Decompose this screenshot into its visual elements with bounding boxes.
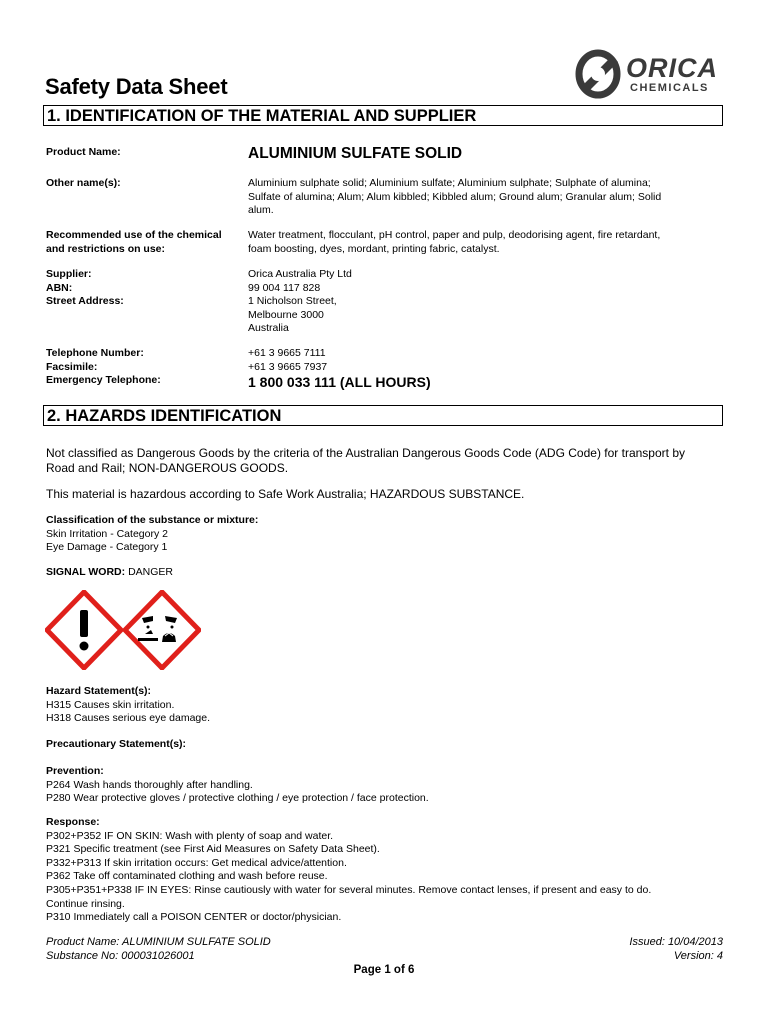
emergency-telephone-label: Emergency Telephone: bbox=[46, 374, 161, 387]
response-heading: Response: bbox=[46, 816, 100, 828]
section-1-heading: 1. IDENTIFICATION OF THE MATERIAL AND SUPPLIER bbox=[43, 105, 723, 126]
supplier-value: Orica Australia Pty Ltd bbox=[248, 268, 352, 280]
precautionary-heading: Precautionary Statement(s): bbox=[46, 738, 187, 750]
signal-word-value: DANGER bbox=[128, 566, 173, 578]
footer-substance-no: Substance No: 000031026001 bbox=[46, 949, 195, 962]
telephone-label: Telephone Number: bbox=[46, 347, 144, 359]
emergency-telephone-value: 1 800 033 111 (ALL HOURS) bbox=[248, 374, 431, 390]
hazard-statements-heading: Hazard Statement(s): bbox=[46, 685, 152, 697]
page-number: Page 1 of 6 bbox=[353, 964, 415, 976]
section-2-heading: 2. HAZARDS IDENTIFICATION bbox=[43, 405, 723, 426]
telephone-value: +61 3 9665 7111 bbox=[248, 347, 326, 359]
street-address-line: 1 Nicholson Street, bbox=[248, 295, 337, 308]
street-address-line: Australia bbox=[248, 322, 289, 335]
footer-issued: Issued: 10/04/2013 bbox=[629, 936, 723, 948]
exclamation-mark-icon bbox=[47, 592, 121, 668]
logo-brand-text: ORICA bbox=[626, 53, 718, 83]
product-name-label: Product Name: bbox=[46, 146, 121, 158]
abn-label: ABN: bbox=[46, 281, 73, 294]
logo-sub-text: CHEMICALS bbox=[630, 82, 709, 94]
facsimile-label: Facsimile: bbox=[46, 360, 98, 373]
signal-word bbox=[46, 566, 173, 580]
footer-version: Version: 4 bbox=[673, 949, 723, 962]
footer-left bbox=[46, 936, 271, 963]
facsimile-value: +61 3 9665 7937 bbox=[248, 360, 328, 373]
supplier-labels bbox=[46, 268, 124, 309]
hazard-statements: Hazard Statement(s): H315 Causes skin irritation. H318 Causes serious eye damage. bbox=[46, 685, 211, 725]
other-names-label: Other name(s): bbox=[46, 177, 121, 189]
recommended-use-value: Water treatment, flocculant, pH control, paper and pulp, deodorising agent, fire retardant, foam boosting, dyes, mordant, printing fabric, catalyst. bbox=[248, 229, 661, 255]
classification-heading: Classification of the substance or mixture: bbox=[46, 514, 259, 526]
street-address-label: Street Address: bbox=[46, 295, 124, 308]
signal-word-label: SIGNAL WORD: bbox=[46, 566, 126, 578]
footer-right bbox=[629, 936, 723, 963]
supplier-label: Supplier: bbox=[46, 268, 92, 280]
ghs-pictograms bbox=[45, 590, 201, 670]
page-title: Safety Data Sheet bbox=[45, 74, 228, 99]
other-names-value: Aluminium sulphate solid; Aluminium sulfate; Aluminium sulphate; Sulphate of alumina; Sulfate of alumina; Alum; Alum kibbled; Kibbled alum; Ground alum; Granular alum; Solid alum. bbox=[248, 177, 662, 217]
corrosion-icon bbox=[125, 592, 199, 668]
abn-value: 99 004 117 828 bbox=[248, 281, 321, 294]
recommended-use-label: Recommended use of the chemical and restrictions on use: bbox=[46, 229, 222, 255]
response-block: Response: P302+P352 IF ON SKIN: Wash with plenty of soap and water. P321 Specific treatment (see First Aid Measures on Safety Data Sheet). P332+P313 If skin irritation occurs: Get medical advice/attention. P362 Take off contaminated clothing and wash before reuse. P305+P351+P338 IF IN EYES: Rinse cautiously with water for several minutes. Remove contact lenses, if present and easy to do. Continue rinsing. P310 Immediately call a POISON CENTER or doctor/physician. bbox=[46, 816, 722, 925]
prevention-heading: Prevention: bbox=[46, 765, 104, 777]
contact-labels bbox=[46, 347, 161, 388]
street-address-line: Melbourne 3000 bbox=[248, 308, 324, 321]
contact-values bbox=[248, 347, 718, 374]
orica-logo bbox=[572, 44, 724, 100]
dangerous-goods-statement: Not classified as Dangerous Goods by the criteria of the Australian Dangerous Goods Code (ADG Code) for transport by Road and Rail; NON-DANGEROUS GOODS. bbox=[46, 446, 685, 475]
hazardous-statement: This material is hazardous according to Safe Work Australia; HAZARDOUS SUBSTANCE. bbox=[46, 487, 525, 501]
classification-block: Classification of the substance or mixture: Skin Irritation - Category 2 Eye Damage - Category 1 bbox=[46, 514, 259, 554]
product-name-value: ALUMINIUM SULFATE SOLID bbox=[248, 145, 463, 162]
prevention-block: Prevention: P264 Wash hands thoroughly after handling. P280 Wear protective gloves / protective clothing / eye protection / face protection. bbox=[46, 765, 429, 805]
footer-product-name: Product Name: ALUMINIUM SULFATE SOLID bbox=[46, 936, 271, 948]
supplier-values bbox=[248, 268, 718, 336]
